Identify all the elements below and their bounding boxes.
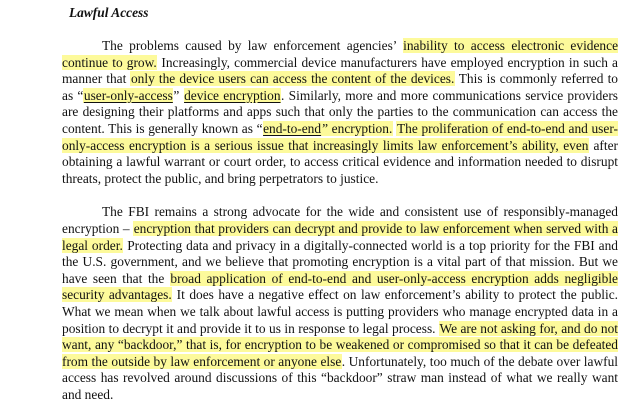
highlighted-text: encryption that providers can decrypt and provide to law enforcement when served with a legal order.	[62, 220, 618, 253]
highlighted-text: only the device users can access the content of the devices.	[130, 71, 455, 87]
highlighted-text: device encryption	[184, 87, 281, 103]
highlighted-text: broad application of end-to-end and user-only-access encryption adds negligible security advantages.	[62, 270, 618, 303]
highlighted-text: user-only-access	[83, 87, 173, 103]
body-text: This is commonly referred to as “	[62, 71, 618, 103]
highlighted-text: The proliferation of end-to-end and user-only-access encryption is a serious issue that increasingly limits law enforcement’s ability, even	[62, 120, 618, 153]
body-text: Protecting data and privacy in a digitally-connected world is a top priority for the FBI and the U.S. government, and we believe that promoting encryption is a vital part of that mission. But we have seen that the	[62, 237, 618, 286]
highlighted-text: We are not asking for, and do not want, any “backdoor,” that is, for encryption to be weakened or compromised so that it can be defeated from the outside by law enforcement or anyone else	[62, 320, 618, 369]
highlighted-text: ” encryption.	[322, 120, 393, 136]
paragraph-2	[62, 204, 618, 403]
highlighted-text: inability to access electronic evidence continue to grow.	[62, 38, 619, 70]
body-text: The problems caused by law enforcement agencies’	[102, 38, 403, 53]
body-text: . Similarly, more and more communications service providers are designing their platforms and apps such that only the parties to the communication can access the content. This is generally known as “	[62, 87, 618, 136]
paragraph-1	[62, 38, 618, 187]
body-text: The FBI remains a strong advocate for the wide and consistent use of responsibly-managed encryption –	[62, 204, 618, 236]
body-text: ”	[173, 87, 184, 103]
highlighted-text: end-to-end	[263, 120, 322, 136]
section-heading: Lawful Access	[69, 5, 149, 20]
body-text: . Unfortunately, too much of the debate over lawful access has revolved around discussions of this “backdoor” straw man instead of what we really want and need.	[62, 353, 618, 402]
body-text: It does have a negative effect on law enforcement’s ability to protect the public. What we mean when we talk about lawful access is putting providers who manage encrypted data in a position to decrypt it and provide it to us in response to legal process.	[62, 287, 618, 336]
body-text: Increasingly, commercial device manufacturers have employed encryption in such a manner that	[62, 54, 618, 87]
body-text: after obtaining a lawful warrant or court order, to access critical evidence and information needed to disrupt threats, protect the public, and bring perpetrators to justice.	[62, 137, 619, 186]
